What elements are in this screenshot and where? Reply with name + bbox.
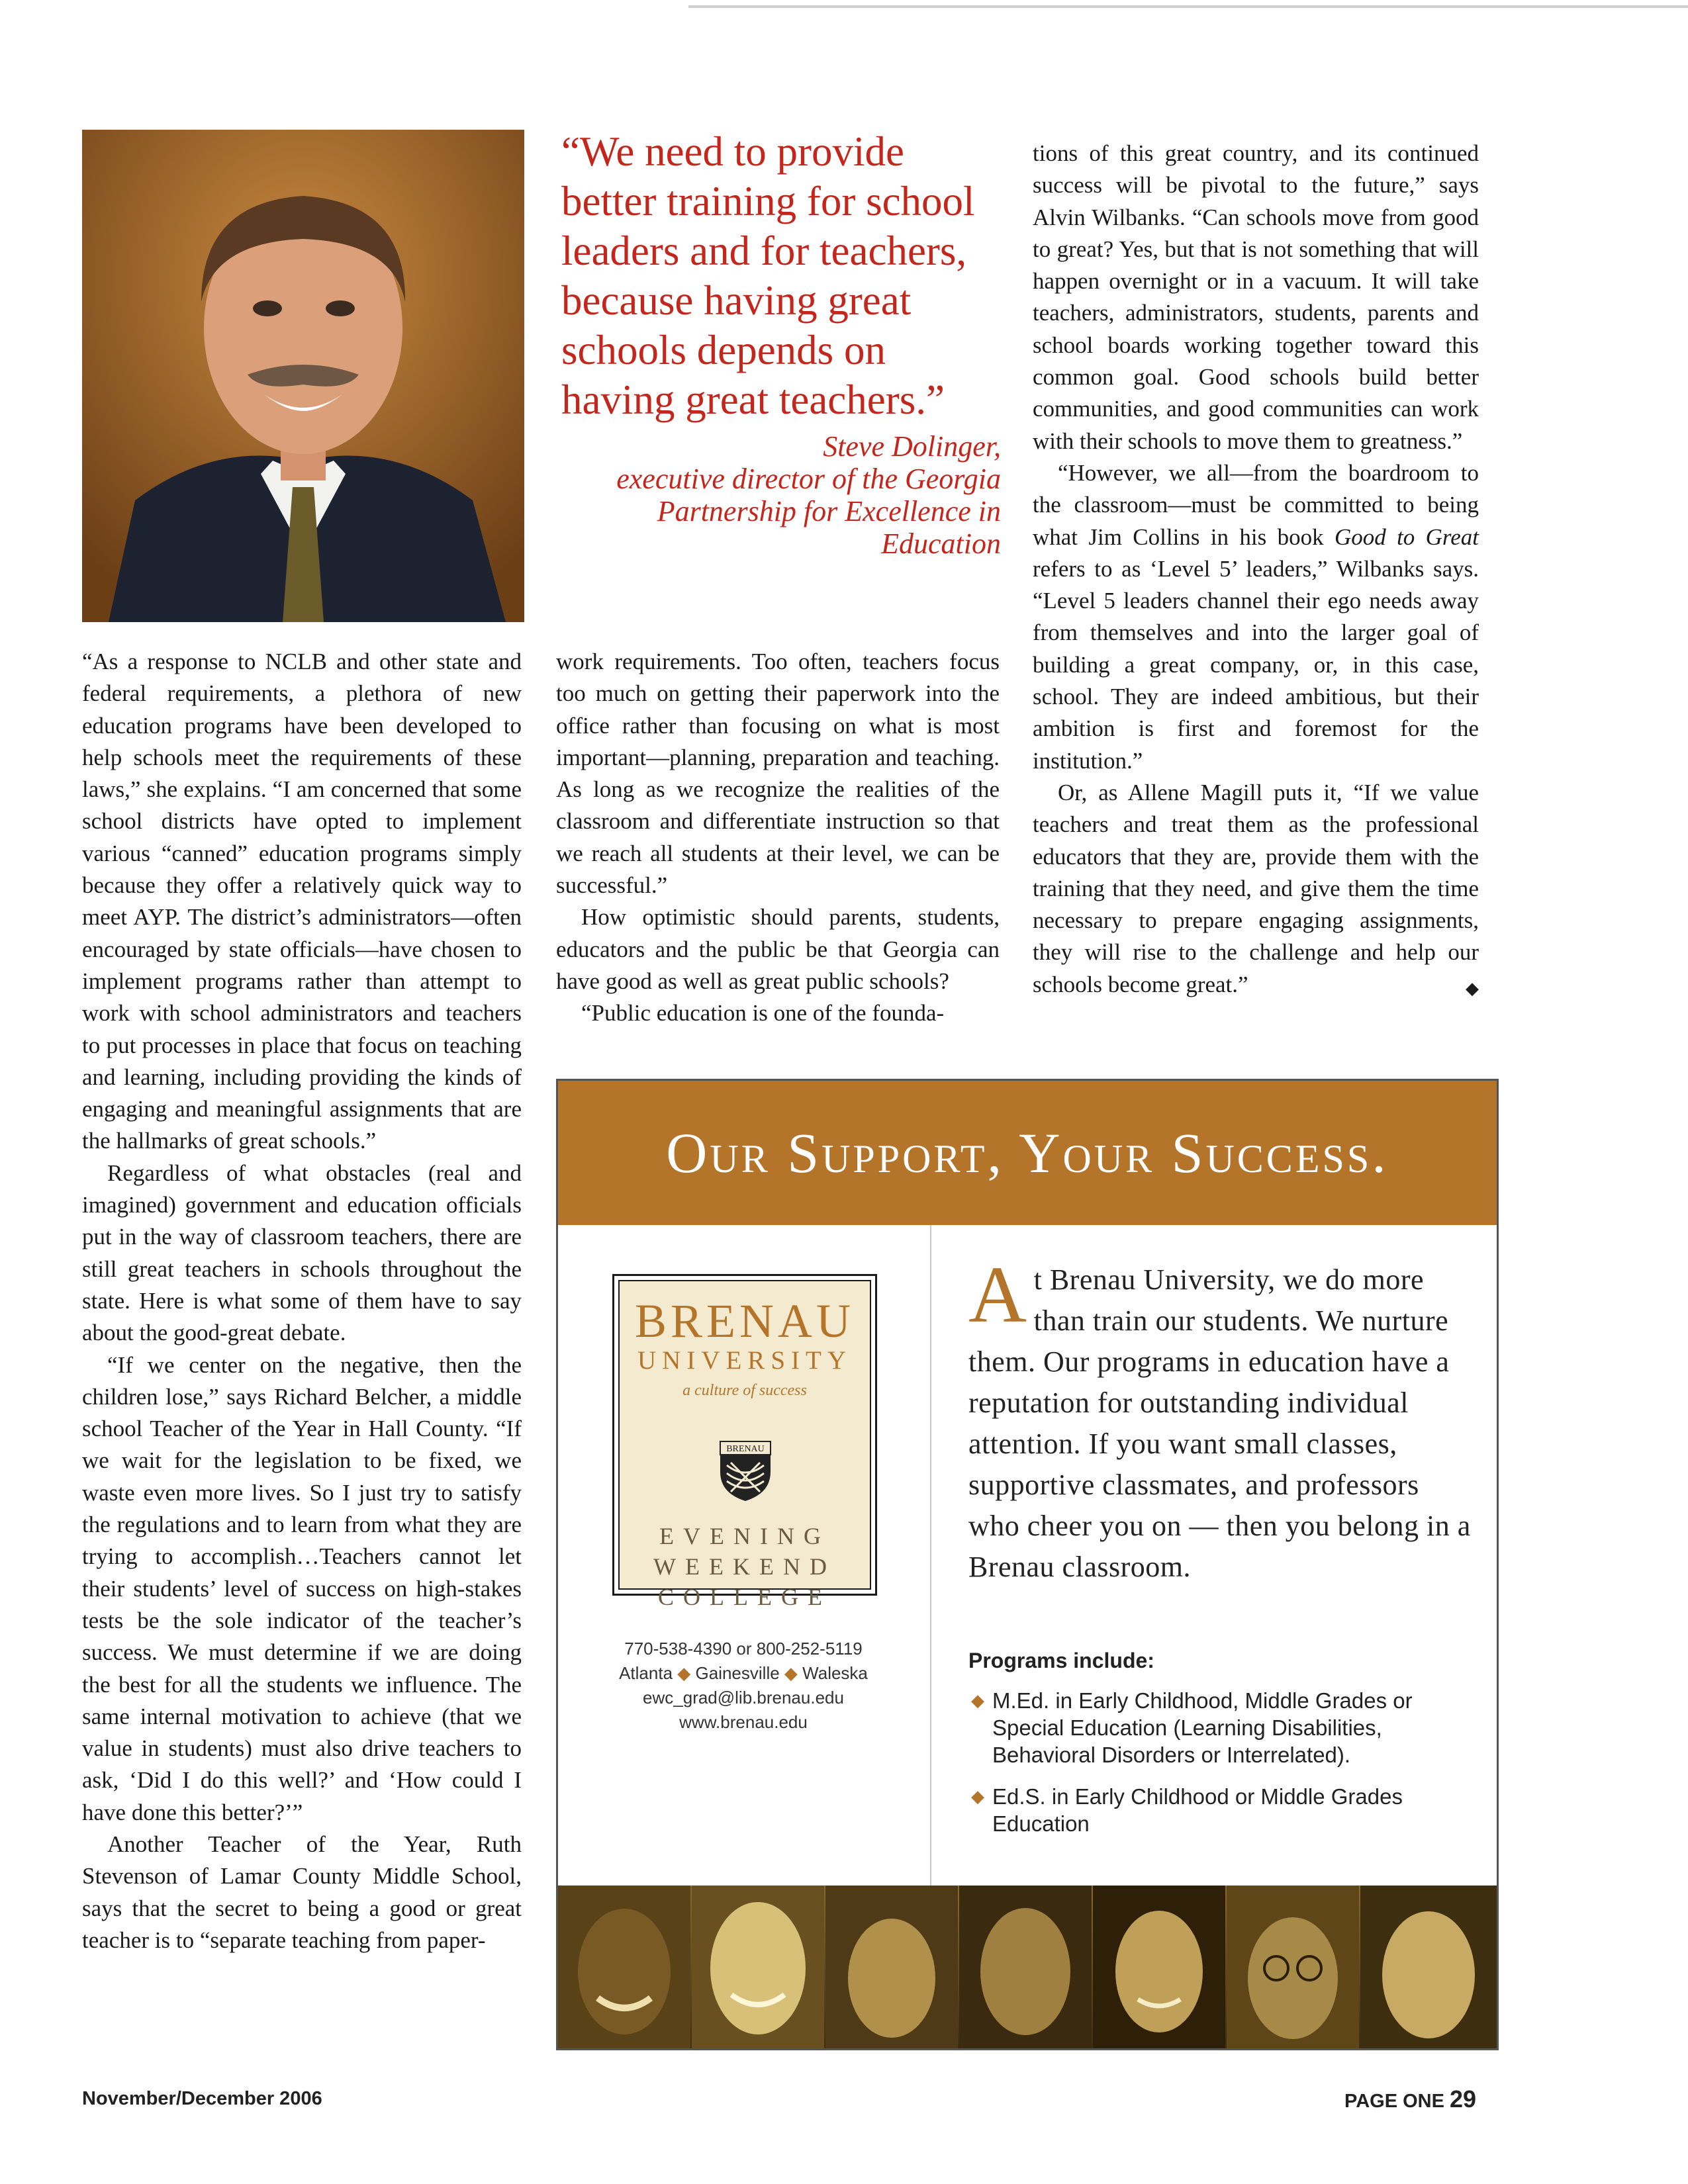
paragraph: work requirements. Too often, teachers focus too much on getting their paperwork into the office rather than focusing on what is most important—planning, preparation and teaching. As long as we recognize the realities of the classroom and differentiate instruction so that we reach all students at their level, we can be successful.”: [556, 649, 1000, 899]
list-item: ◆ Ed.S. in Early Childhood or Middle Grades Education: [971, 1784, 1403, 1836]
college-line-evening: EVENING: [659, 1523, 830, 1549]
portrait-photo: [82, 130, 524, 622]
paragraph: Or, as Allene Magill puts it, “If we value teachers and treat them as the professional educators that they are, provide them with the training that they need, and give them the time necessary to prepare engaging assignments, they will rise to the challenge and help our schools become great.” ◆: [1033, 777, 1479, 1001]
programs-list: [968, 1687, 1458, 1852]
end-mark: ◆: [1466, 978, 1479, 998]
city-waleska: Waleska: [802, 1663, 868, 1683]
top-rule: [688, 5, 1688, 8]
face-photo-4: [959, 1886, 1092, 2050]
brenau-crest-icon: [718, 1439, 773, 1502]
page-number: 29: [1449, 2085, 1476, 2113]
paragraph: Another Teacher of the Year, Ruth Stevenson of Lamar County Middle School, says that the secret to being a good or great teacher is to “separate teaching from paper-: [82, 1831, 522, 1953]
paragraph: tions of this great country, and its continued success will be pivotal to the future,” says Alvin Wilbanks. “Can schools move from good to great? Yes, but that is not something that will happen overnight or in a vacuum. It will take teachers, administrators, students, parents and school boards working together toward this common goal. Good schools build better communities, and good communities can work with their schools to move them to greatness.”: [1033, 140, 1479, 454]
brenau-logo: [612, 1274, 877, 1610]
ad-email[interactable]: ewc_grad@lib.brenau.edu: [643, 1688, 844, 1707]
issue-date: November/December 2006: [82, 2088, 322, 2109]
paragraph: “Public education is one of the founda-: [581, 1000, 945, 1026]
diamond-icon: ◆: [677, 1663, 691, 1683]
crest-text: BRENAU: [726, 1444, 765, 1454]
face-photo-2: [692, 1886, 824, 2050]
ad-headline: Our Support, Your Success.: [666, 1121, 1389, 1185]
logo-brenau-wordmark: BRENAU: [634, 1295, 855, 1347]
paragraph: Regardless of what obstacles (real and imagined) government and education officials put in the way of classroom teachers, there are still great teachers in schools throughout the state. Here is what some of them have to say about the good-great debate.: [82, 1160, 522, 1346]
ad-locations: [578, 1661, 909, 1686]
logo-university-wordmark: UNIVERSITY: [637, 1346, 852, 1375]
brenau-advertisement: [556, 1079, 1499, 2050]
logo-college-name: [620, 1521, 870, 1612]
ad-phone: 770-538-4390 or 800-252-5119: [624, 1639, 863, 1659]
city-gainesville: Gainesville: [695, 1663, 780, 1683]
article-middle-column: [556, 646, 1000, 1030]
face-photo-3: [825, 1886, 958, 2050]
paragraph: “If we center on the negative, then the children lose,” says Richard Belcher, a middle school Teacher of the Year in Hall County. “If we wait for the legislation to be fixed, we waste even more lives. So I just try to satisfy the regulations and to learn from what they are trying to accomplish…Teachers cannot let their students’ level of success on high-stakes tests be the sole indicator of the teacher’s success. We must determine if we are doing the best for all the students we influence. The same internal motivation to achieve (that we value in students) must also drive teachers to ask, ‘Did I do this well?’ and ‘How could I have done this better?’”: [82, 1351, 522, 1825]
city-atlanta: Atlanta: [619, 1663, 673, 1683]
pull-quote-attribution: [561, 430, 1001, 560]
ad-contact-info: [578, 1637, 909, 1735]
student-photo-strip: [558, 1886, 1497, 2050]
face-photo-5: [1093, 1886, 1225, 2050]
ad-body-text: At Brenau University, we do more than train our students. We nurture them. Our programs in education have a reputation for outstanding individual attention. If you want small classes, supportive classmates, and professors who cheer you on — then you belong in a Brenau classroom.: [968, 1250, 1471, 1583]
attribution-name: Steve Dolinger,: [823, 430, 1001, 463]
diamond-bullet-icon: ◆: [971, 1786, 984, 1806]
page-footer: [1344, 2085, 1476, 2113]
section-name: PAGE ONE: [1344, 2091, 1444, 2112]
attribution-title: executive director of the Georgia Partnership for Excellence in Education: [616, 463, 1001, 560]
list-item: ◆ M.Ed. in Early Childhood, Middle Grades or Special Education (Learning Disabilities, Behavioral Disorders or Interrelated).: [971, 1688, 1413, 1767]
ad-website[interactable]: www.brenau.edu: [679, 1712, 808, 1732]
drop-cap: A: [968, 1250, 1027, 1340]
book-title: Good to Great: [1334, 523, 1479, 550]
college-line-weekend: WEEKEND: [653, 1553, 836, 1580]
logo-panel: [618, 1280, 871, 1610]
face-photo-1: [558, 1886, 690, 2050]
programs-heading: Programs include:: [968, 1649, 1154, 1672]
diamond-bullet-icon: ◆: [971, 1690, 984, 1710]
article-left-column: [82, 646, 522, 1956]
pull-quote: “We need to provide better training for school leaders and for teachers, because having great schools depends on having great teachers.”: [561, 128, 975, 423]
paragraph: How optimistic should parents, students, educators and the public be that Georgia can have good as well as great public schools?: [556, 904, 1000, 994]
college-line-college: COLLEGE: [658, 1584, 831, 1610]
article-right-column: [1033, 138, 1479, 1005]
diamond-icon: ◆: [784, 1663, 798, 1683]
logo-tagline: a culture of success: [682, 1382, 807, 1399]
paragraph: “However, we all—from the boardroom to the classroom—must be committed to being what Jim Collins in his book Good to Great refers to as ‘Level 5’ leaders,” Wilbanks says. “Level 5 leaders channel their ego needs away from themselves and into the larger goal of building a great company, or, in this case, school. They are indeed ambitious, but their ambition is first and foremost for the institution.”: [1033, 459, 1479, 774]
paragraph: “As a response to NCLB and other state and federal requirements, a plethora of new education programs have been developed to help schools meet the requirements of these laws,” she explains. “I am concerned that some school districts have opted to implement various “canned” education programs simply because they offer a relatively quick way to meet AYP. The district’s administrators—often encouraged by state officials—have chosen to implement programs rather than attempt to work with school administrators and teachers to put processes in place that focus on teaching and learning, including providing the kinds of engaging and meaningful assignments that are the hallmarks of great schools.”: [82, 649, 522, 1154]
face-photo-7: [1360, 1886, 1497, 2050]
ad-divider: [930, 1225, 931, 1887]
face-photo-6: [1227, 1886, 1359, 2050]
ad-headline-banner: [558, 1081, 1497, 1225]
